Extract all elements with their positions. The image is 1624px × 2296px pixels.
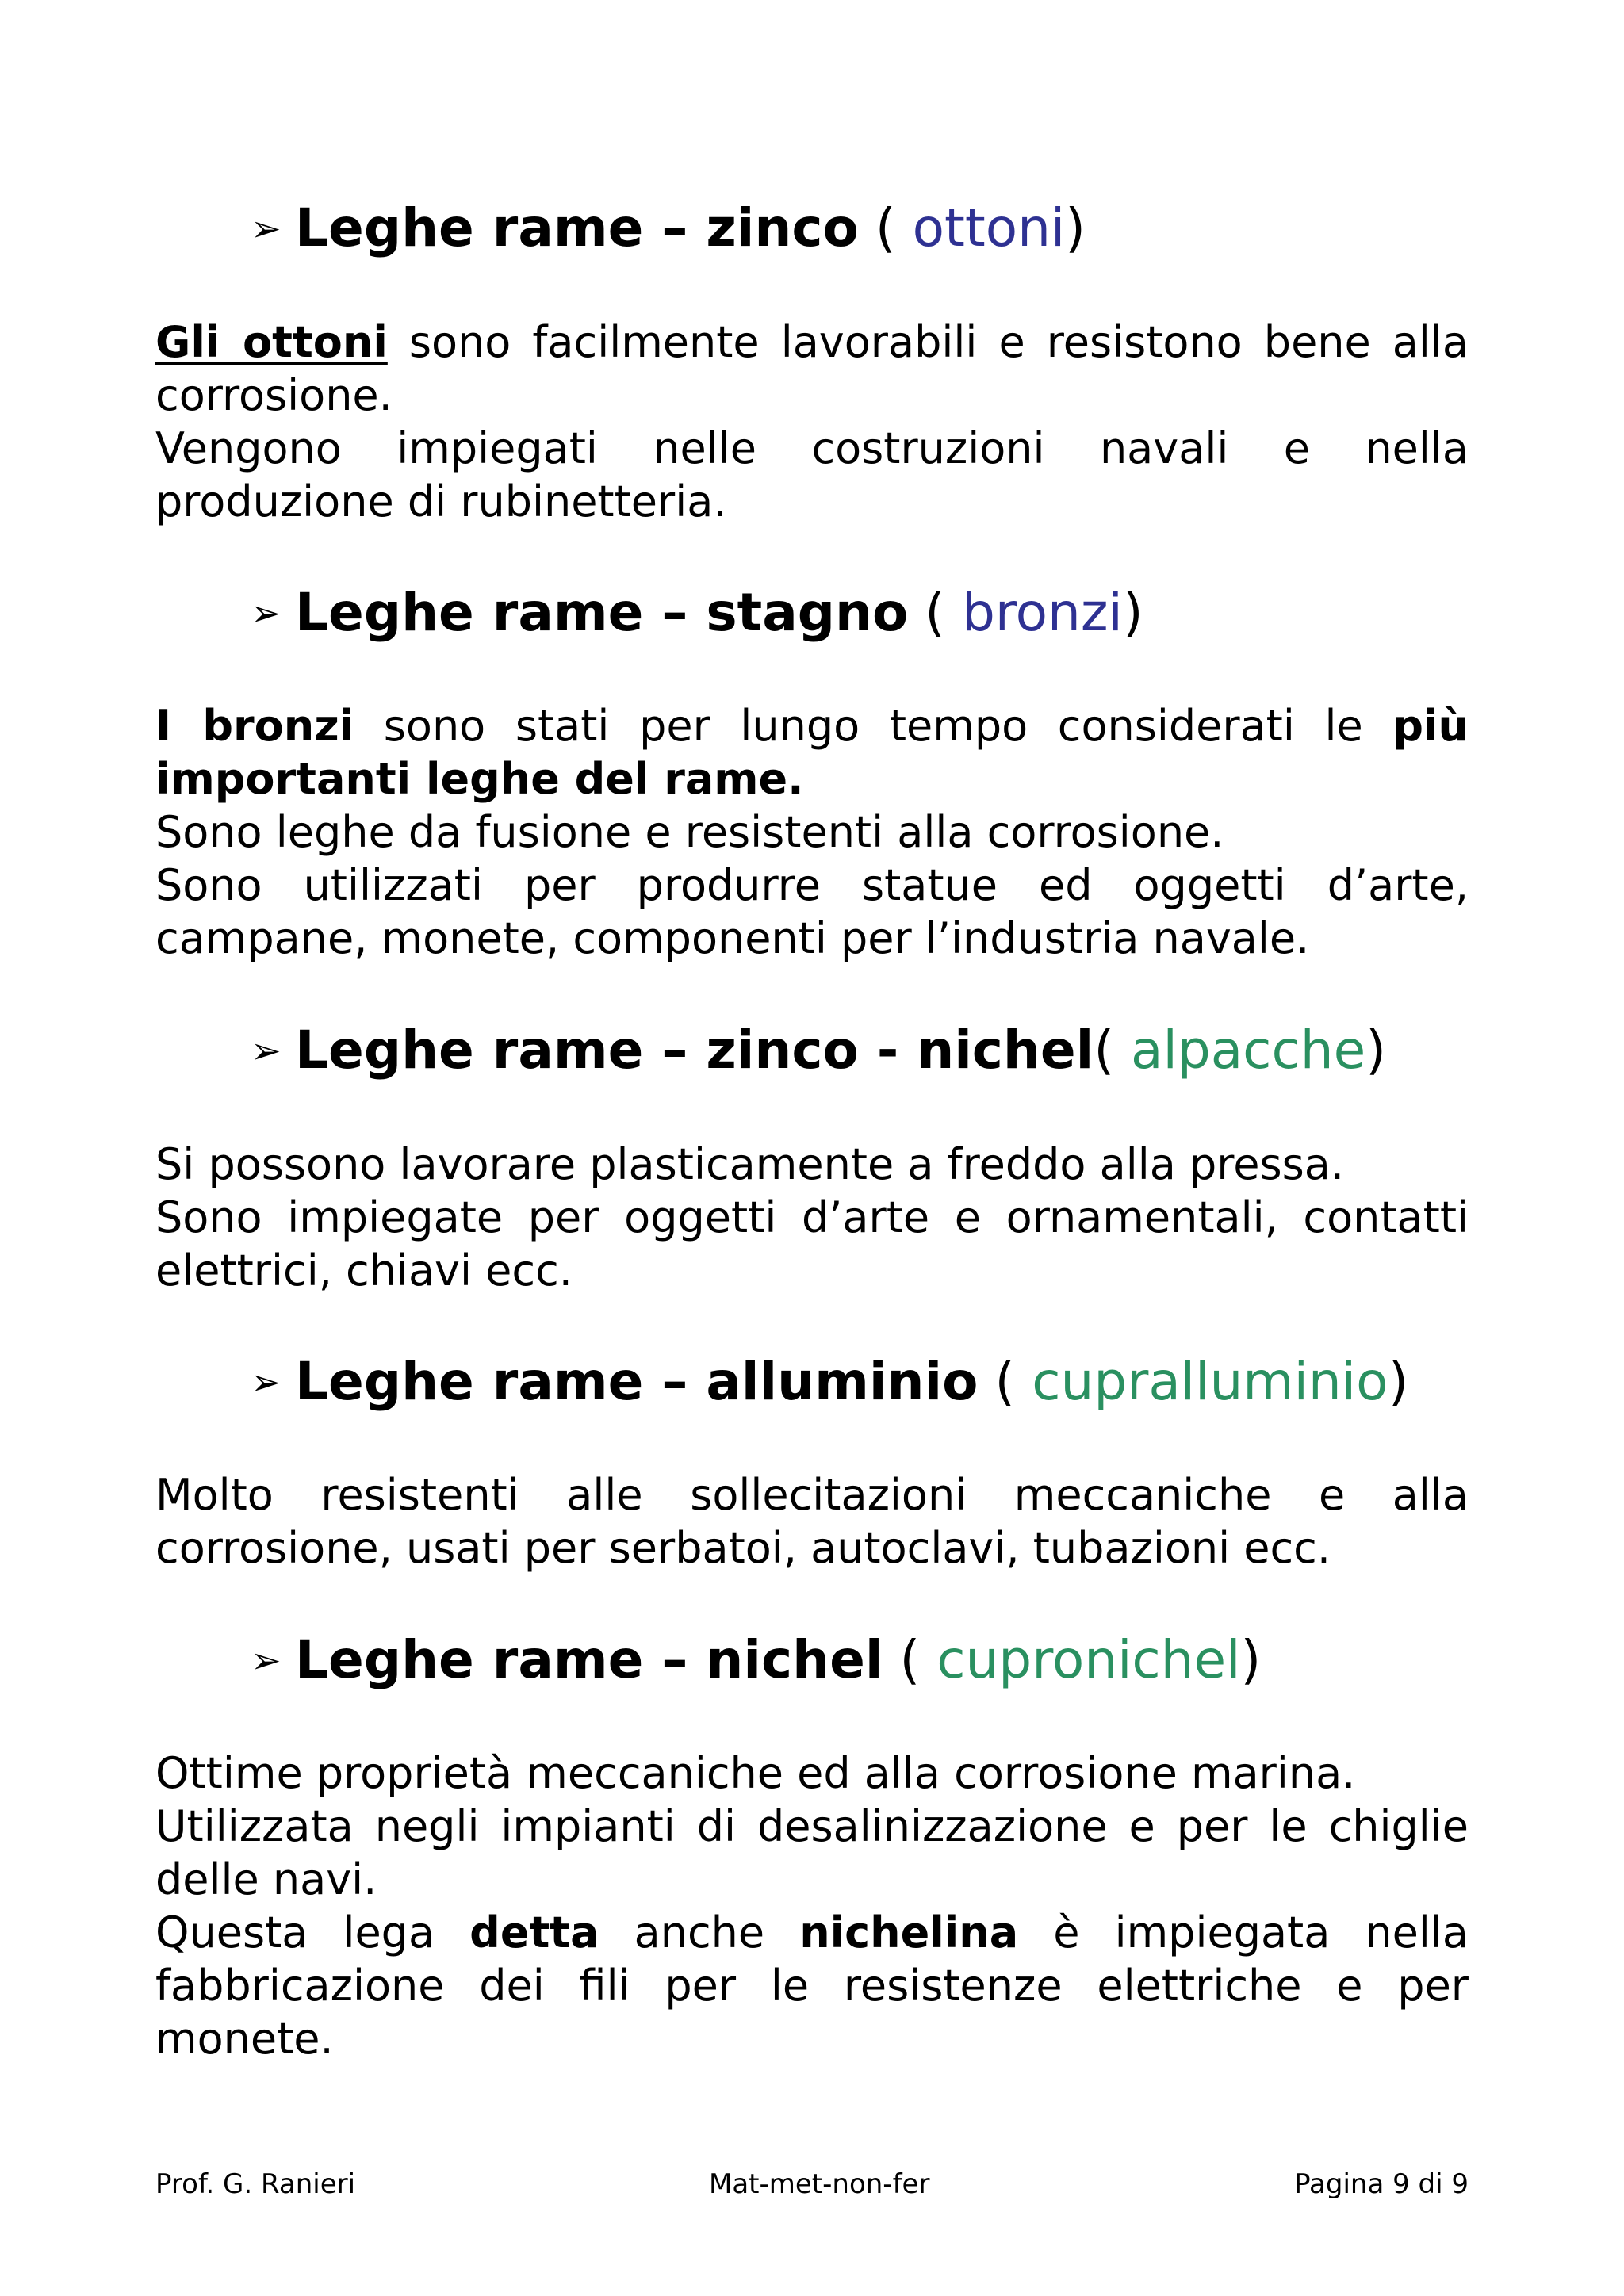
paragraph-line: Sono impiegate per oggetti d’arte e ornamentali, contatti <box>155 1192 1469 1242</box>
paragraph-line: Molto resistenti alle sollecitazioni meccaniche e alla <box>155 1470 1469 1520</box>
paragraph-line: delle navi. <box>155 1854 377 1904</box>
heading-title: Leghe rame – zinco <box>295 197 859 258</box>
heading-close-paren: ) <box>1240 1629 1262 1690</box>
paragraph-line: campane, monete, componenti per l’industria navale. <box>155 913 1310 963</box>
emphasis-text: importanti leghe del rame. <box>155 754 804 804</box>
heading-open-paren: ( <box>858 197 913 258</box>
heading-alloy-name: cupronichel <box>936 1629 1241 1690</box>
bullet-arrow-icon: ➢ <box>251 1029 282 1072</box>
bullet-arrow-icon: ➢ <box>251 591 282 634</box>
heading-close-paren: ) <box>1065 197 1086 258</box>
bullet-arrow-icon: ➢ <box>251 1639 282 1682</box>
paragraph-line: Sono utilizzati per produrre statue ed oggetti d’arte, <box>155 860 1469 910</box>
paragraph-line: Vengono impiegati nelle costruzioni navali e nella <box>155 423 1469 473</box>
heading-alloy-name: ottoni <box>912 197 1066 258</box>
paragraph-line <box>155 1906 1469 1959</box>
emphasis-text: più <box>1392 701 1469 751</box>
heading-cupralluminio <box>251 1350 1408 1414</box>
bullet-arrow-icon: ➢ <box>251 1360 282 1403</box>
heading-title: Leghe rame – stagno <box>295 582 909 643</box>
heading-open-paren: ( <box>978 1351 1032 1412</box>
heading-bronzi <box>251 581 1143 645</box>
paragraph-line: produzione di rubinetteria. <box>155 476 727 526</box>
line-text: Questa lega <box>155 1908 470 1957</box>
footer-page-number: Pagina 9 di 9 <box>1294 2168 1469 2200</box>
heading-open-paren: ( <box>883 1629 937 1690</box>
paragraph-line: corrosione, usati per serbatoi, autoclavi, tubazioni ecc. <box>155 1523 1331 1573</box>
paragraph-line: Utilizzata negli impianti di desalinizzazione e per le chiglie <box>155 1801 1469 1851</box>
emphasis-text: nichelina <box>799 1908 1019 1957</box>
term-ottoni: Gli ottoni <box>155 317 388 367</box>
paragraph-line: fabbricazione dei fili per le resistenze elettriche e per <box>155 1961 1469 2011</box>
line-text: anche <box>599 1908 800 1957</box>
paragraph-line: Ottime proprietà meccaniche ed alla corrosione marina. <box>155 1748 1356 1798</box>
paragraph-line: Si possono lavorare plasticamente a freddo alla pressa. <box>155 1139 1345 1189</box>
paragraph-line <box>155 752 1469 806</box>
line-text: è impiegata nella <box>1018 1908 1469 1957</box>
heading-title: Leghe rame – alluminio <box>295 1351 979 1412</box>
heading-cupronichel <box>251 1628 1261 1692</box>
heading-alloy-name: alpacche <box>1131 1020 1366 1081</box>
heading-ottoni <box>251 197 1086 260</box>
paragraph-line: monete. <box>155 2014 334 2064</box>
paragraph-ottoni <box>155 316 1469 528</box>
heading-open-paren: ( <box>908 582 963 643</box>
heading-title: Leghe rame – zinco - nichel <box>295 1020 1094 1081</box>
term-bronzi: I bronzi <box>155 701 354 751</box>
heading-close-paren: ) <box>1365 1020 1386 1081</box>
footer-author: Prof. G. Ranieri <box>155 2168 356 2200</box>
paragraph-line: elettrici, chiavi ecc. <box>155 1246 573 1295</box>
paragraph-alpacche <box>155 1138 1469 1297</box>
paragraph-cupralluminio <box>155 1468 1469 1575</box>
bullet-arrow-icon: ➢ <box>251 207 282 250</box>
heading-close-paren: ) <box>1122 582 1143 643</box>
heading-alloy-name: bronzi <box>962 582 1123 643</box>
paragraph-cupronichel <box>155 1747 1469 2065</box>
footer-document-name: Mat-met-non-fer <box>709 2168 930 2200</box>
heading-title: Leghe rame – nichel <box>295 1629 883 1690</box>
line-text: sono stati per lungo tempo considerati le <box>354 701 1393 751</box>
paragraph-line <box>155 316 1469 369</box>
heading-alpacche <box>251 1019 1386 1082</box>
paragraph-line: Sono leghe da fusione e resistenti alla corrosione. <box>155 807 1224 857</box>
emphasis-text: detta <box>469 1908 599 1957</box>
paragraph-line: corrosione. <box>155 370 393 420</box>
paragraph-bronzi <box>155 699 1469 965</box>
heading-open-paren: ( <box>1094 1020 1132 1081</box>
paragraph-line <box>155 699 1469 752</box>
line-text: sono facilmente lavorabili e resistono bene alla <box>387 317 1469 367</box>
heading-close-paren: ) <box>1388 1351 1409 1412</box>
heading-alloy-name: cupralluminio <box>1032 1351 1388 1412</box>
